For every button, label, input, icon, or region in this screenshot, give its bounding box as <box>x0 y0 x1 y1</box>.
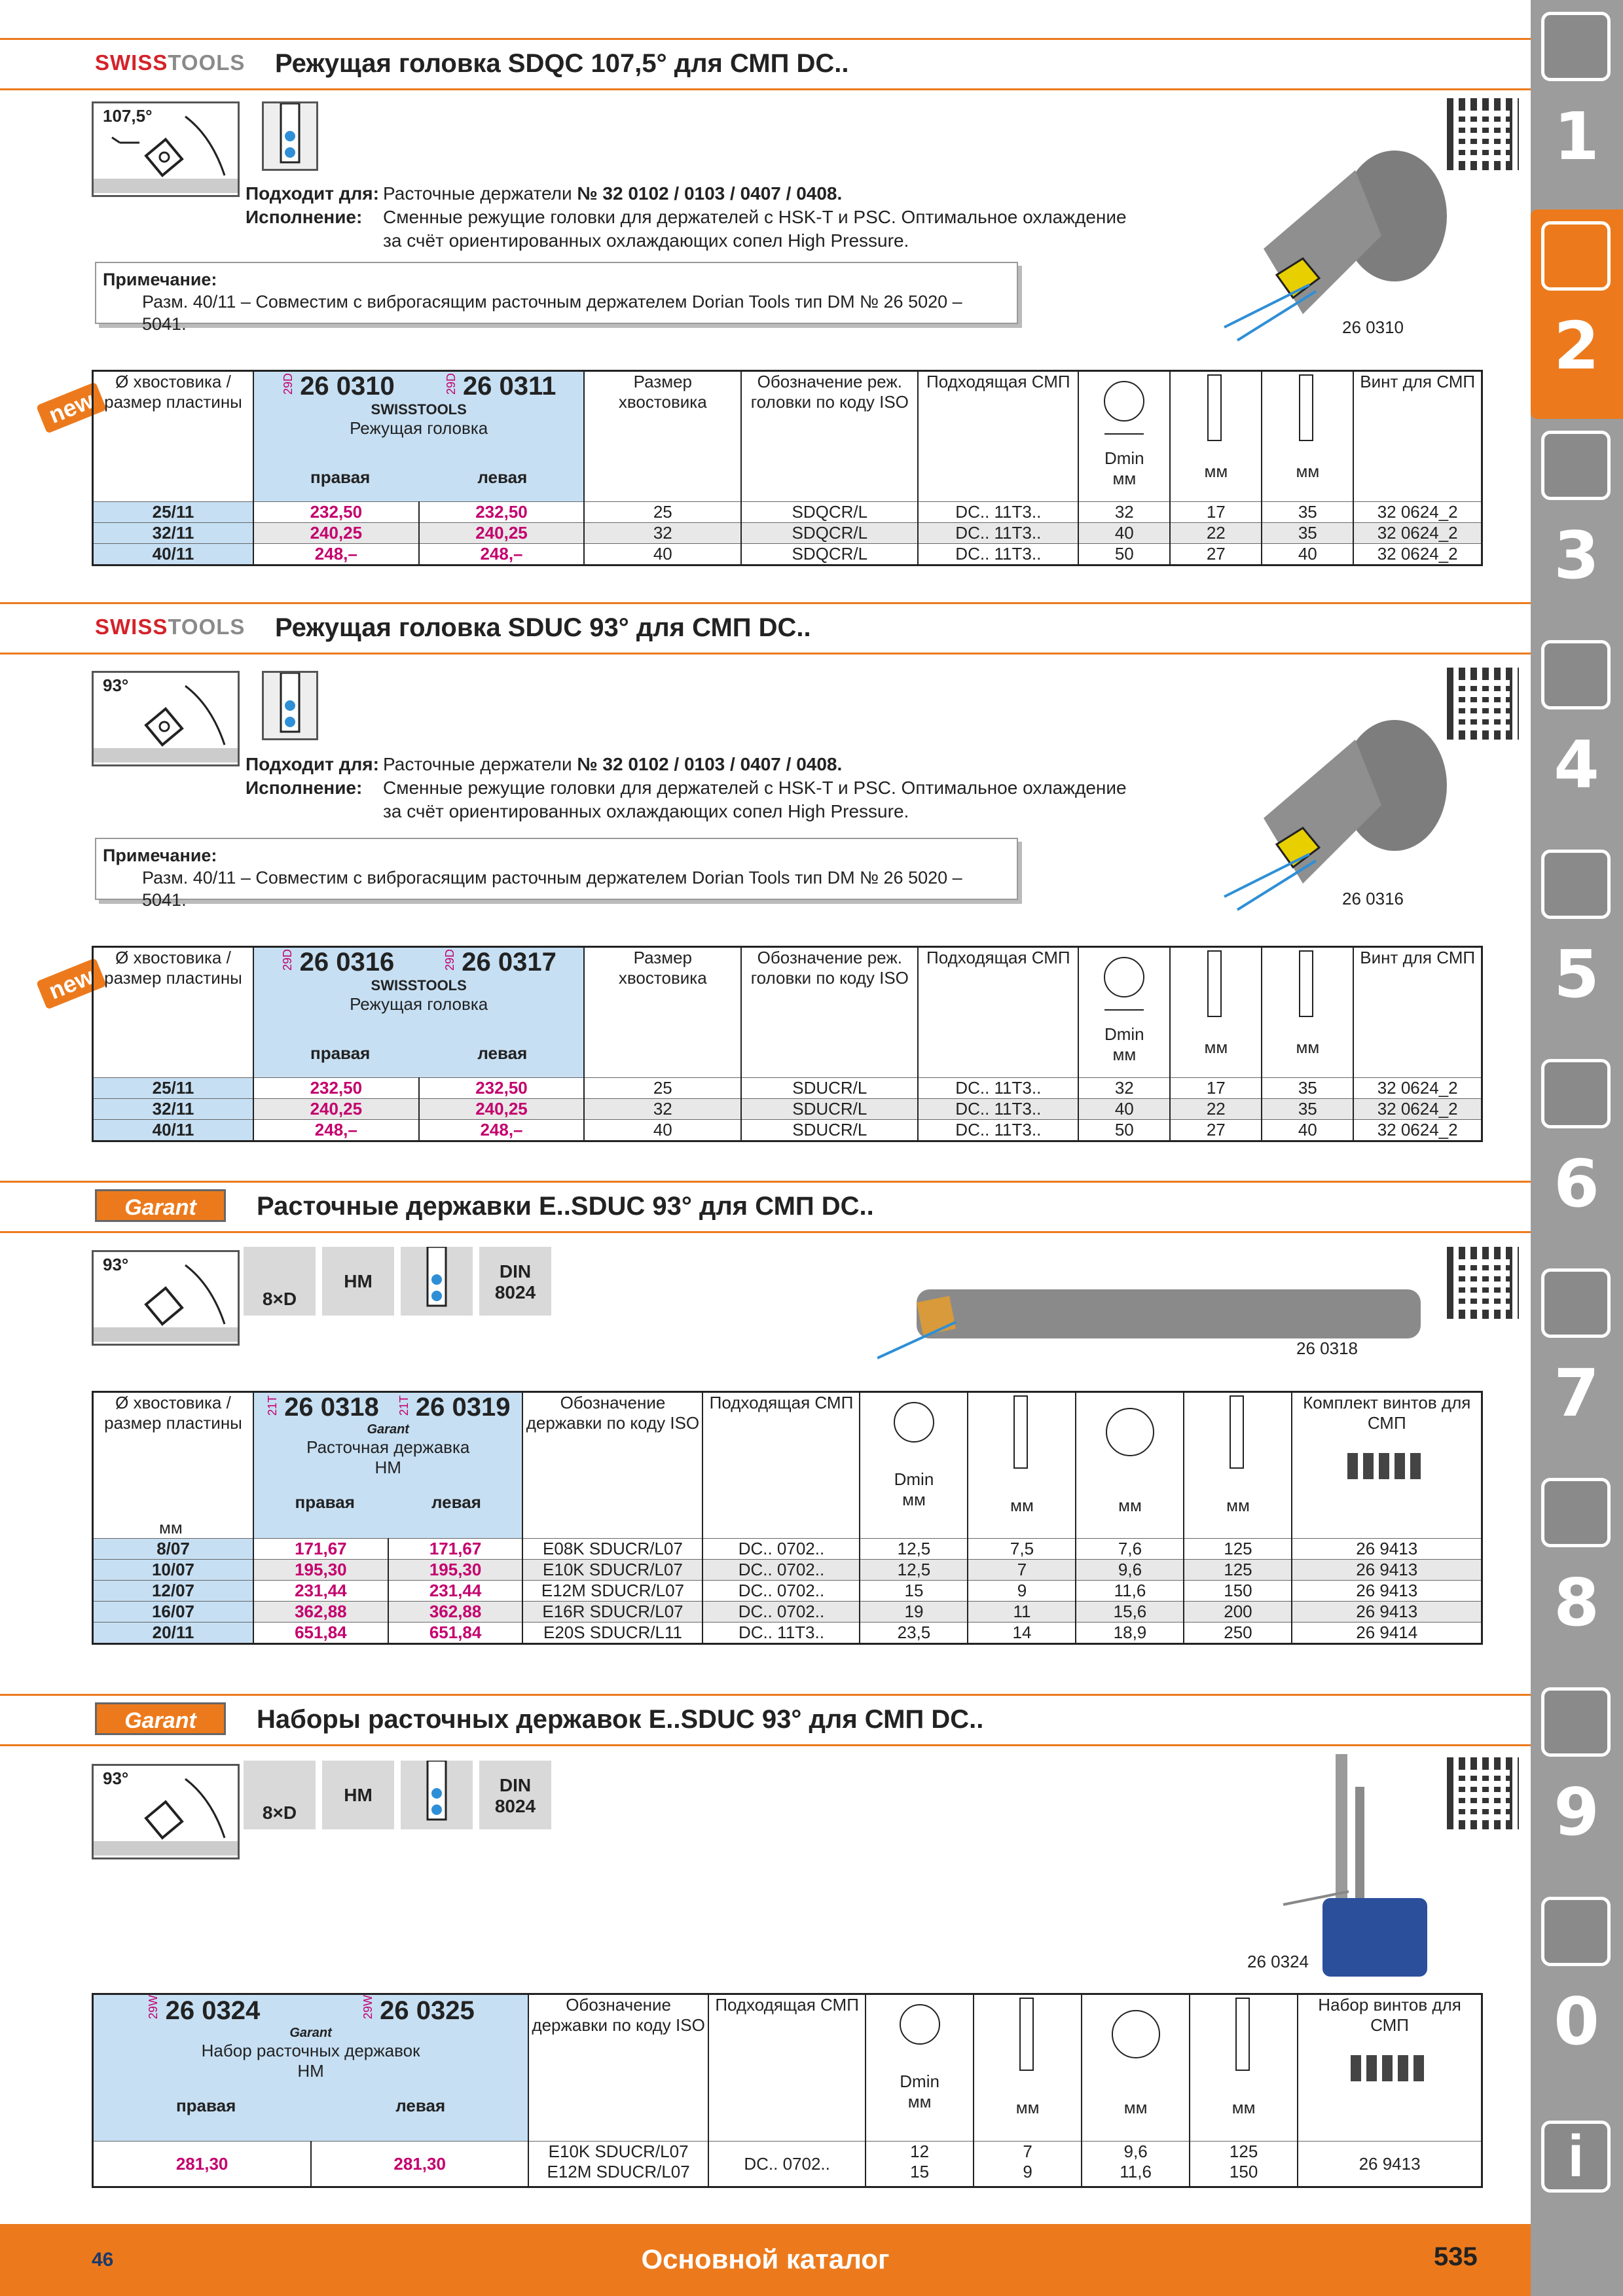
angle-label: 93° <box>103 1255 129 1274</box>
table-row: 281,30 281,30 E10K SDUCR/L07 E12M SDUCR/L07 DC.. 0702.. 12 15 7 9 9,6 11,6 125 150 26 9413 <box>93 2142 1482 2187</box>
section-header-boring-bars <box>0 1181 1531 1233</box>
note-box: Примечание: Разм. 40/11 – Совместим с виброгасящим расточным держателем Dorian Tools тип DM № 26 5020 – 5041. <box>95 262 1018 324</box>
collet-icon <box>1541 431 1611 500</box>
insert-icon <box>1541 221 1611 291</box>
angle-pictogram <box>92 671 240 766</box>
tab-number: 2 <box>1554 308 1599 384</box>
tab-turning-active[interactable] <box>1531 209 1623 419</box>
table-row: 10/07 195,30 195,30 E10K SDUCR/L07 DC.. 0702.. 12,5 7 9,6 125 26 9413 <box>93 1560 1482 1581</box>
tab-number: 3 <box>1554 517 1599 594</box>
tab-hand-tools[interactable] <box>1536 1047 1617 1257</box>
coolant-icon <box>262 671 318 740</box>
cabinet-icon <box>1541 1687 1611 1757</box>
pliers-icon <box>1541 1268 1611 1338</box>
section-title: Расточные державки E..SDUC 93° для СМП DC.. <box>257 1192 874 1221</box>
angle-label: 107,5° <box>103 106 153 126</box>
section-title: Режущая головка SDQC 107,5° для СМП DC.. <box>275 49 849 78</box>
tab-sawing[interactable] <box>1536 838 1617 1047</box>
photo-caption: 26 0316 <box>1342 889 1404 908</box>
tab-pliers[interactable] <box>1536 1257 1617 1466</box>
tab-number: 4 <box>1554 726 1599 803</box>
tab-number: 8 <box>1554 1564 1599 1641</box>
page-number-left: 46 <box>92 2249 114 2270</box>
tab-measuring[interactable] <box>1536 628 1617 838</box>
table-row: 32/11 240,25 240,25 32 SDUCR/L DC.. 11T3.. 40 22 35 32 0624_2 <box>93 1099 1482 1120</box>
garant-logo: Garant <box>95 1189 226 1222</box>
length-8xd-badge: 8×D <box>244 1247 316 1316</box>
safety-glasses-icon <box>1541 1897 1611 1966</box>
swisstools-logo: SWISSTOOLS <box>95 50 246 75</box>
info-icon: i <box>1541 2121 1611 2193</box>
description-block: Подходит для: Расточные держатели № 32 0102 / 0103 / 0407 / 0408. Исполнение: Сменные режущие головки для держателей с HSK-T и PSC. Оптимальное охлаждение за счёт ориентированных охлаждающих сопел High Pressure. <box>246 754 1127 821</box>
table-row: 40/11 248,– 248,– 40 SDUCR/L DC.. 11T3.. 50 27 40 32 0624_2 <box>93 1120 1482 1141</box>
wrench-icon <box>1541 1059 1611 1128</box>
table-row: 12/07 231,44 231,44 E12M SDUCR/L07 DC.. 0702.. 15 9 11,6 150 26 9413 <box>93 1581 1482 1602</box>
tab-storage[interactable] <box>1536 1676 1617 1885</box>
tab-safety[interactable] <box>1536 1885 1617 2094</box>
angle-label: 93° <box>103 1768 129 1788</box>
cutting-head-photo <box>1211 144 1460 353</box>
tab-number: 1 <box>1554 98 1599 175</box>
caliper-icon <box>1541 640 1611 709</box>
new-badge: new <box>36 958 107 1009</box>
description-block: Подходит для: Расточные держатели № 32 0102 / 0103 / 0407 / 0408. Исполнение: Сменные режущие головки для держателей с HSK-T и PSC. Оптимальное охлаждение за счёт ориентированных охлаждающих сопел High Pressure. <box>246 183 1127 251</box>
page-number-right: 535 <box>1434 2242 1478 2271</box>
angle-pictogram <box>92 1250 240 1346</box>
coolant-badge <box>401 1247 473 1316</box>
tab-clamping[interactable] <box>1536 419 1617 628</box>
tab-number: 6 <box>1554 1145 1599 1222</box>
table-row: 40/11 248,– 248,– 40 SDQCR/L DC.. 11T3.. 50 27 40 32 0624_2 <box>93 544 1482 565</box>
table-row: 32/11 240,25 240,25 32 SDQCR/L DC.. 11T3.. 40 22 35 32 0624_2 <box>93 523 1482 544</box>
tab-number: 7 <box>1554 1355 1599 1431</box>
footer-title: Основной каталог <box>641 2244 890 2274</box>
tool-case-icon <box>1541 1478 1611 1547</box>
photo-caption: 26 0324 <box>1247 1952 1309 1971</box>
saw-blade-icon <box>1541 850 1611 919</box>
cutting-head-photo <box>1211 713 1460 923</box>
photo-caption: 26 0310 <box>1342 317 1404 337</box>
hm-badge: HM <box>322 1247 394 1316</box>
note-box: Примечание: Разм. 40/11 – Совместим с виброгасящим расточным держателем Dorian Tools тип DM № 26 5020 – 5041. <box>95 838 1018 900</box>
angle-pictogram <box>92 1764 240 1859</box>
chapter-tabs <box>1531 0 1623 2296</box>
col-header: Ø хвостовика / размер пластины <box>93 371 254 502</box>
section-title: Наборы расточных державок E..SDUC 93° для СМП DC.. <box>257 1705 984 1734</box>
qr-code[interactable] <box>1447 1247 1519 1319</box>
tab-number: 5 <box>1554 936 1599 1013</box>
footer-bar <box>0 2224 1531 2296</box>
din-badge: DIN 8024 <box>479 1247 551 1316</box>
hm-badge: HM <box>322 1761 394 1829</box>
table-row: 25/11 232,50 232,50 25 SDUCR/L DC.. 11T3.. 32 17 35 32 0624_2 <box>93 1078 1482 1099</box>
coolant-badge <box>401 1761 473 1829</box>
coolant-icon <box>262 101 318 171</box>
section-title: Режущая головка SDUC 93° для СМП DC.. <box>275 613 811 642</box>
tab-info[interactable] <box>1536 2108 1617 2206</box>
drill-icon <box>1541 12 1611 81</box>
table-row: 16/07 362,88 362,88 E16R SDUCR/L07 DC.. 0702.. 19 11 15,6 200 26 9413 <box>93 1602 1482 1623</box>
table-boring-bars: Ø хвостовика / размер пластины мм 21T 26 0318 21T 26 0319 Garant Расточная державка HM правая левая Обозначение державки по коду ISO Подходящая СМП Dmin мм мм мм мм Комплект винтов для СМП 8/07 171,67 171,67 E08K SDUCR/L07 DC.. 0702.. 12,5 7,5 7,6 125 26 9413 10/07 195,30 195,30 E10K SDUCR/L07 DC.. 0702.. 12,5 7 9,6 125 26 9413 12/07 231,44 231,44 E12M SDUCR/L07 DC.. 0702.. 15 9 11,6 150 26 9413 16/07 362,88 362,88 E16R SDUCR/L07 DC.. 0702.. 19 11 15,6 200 26 9413 20/11 651,84 651,84 E20S SDUCR/L11 DC.. 11T3.. 23,5 14 18,9 250 26 9414 <box>92 1391 1483 1645</box>
tab-number: 9 <box>1554 1774 1599 1850</box>
tab-drill[interactable] <box>1536 0 1617 209</box>
table-row: 8/07 171,67 171,67 E08K SDUCR/L07 DC.. 0702.. 12,5 7,5 7,6 125 26 9413 <box>93 1539 1482 1560</box>
garant-logo: Garant <box>95 1702 226 1735</box>
section-header-sduc <box>0 602 1531 655</box>
photo-caption: 26 0318 <box>1296 1338 1358 1358</box>
section-header-sdqc <box>0 38 1531 90</box>
new-badge: new <box>36 382 107 433</box>
din-badge: DIN 8024 <box>479 1761 551 1829</box>
tab-workshop[interactable] <box>1536 1466 1617 1676</box>
boring-set-photo <box>1264 1748 1460 1983</box>
table-sdqc: Ø хвостовика / размер пластины 29D 26 0310 29D 26 0311 SWISSTOOLS Режущая головка правая левая Размер хвостовика Обозначение реж. головки по коду ISO Подходящая СМП Dmin мм мм мм Винт для СМП 25/11 232,50 232,50 25 SDQCR/L DC.. 11T3.. 32 17 35 32 0624_2 32/11 240,25 240,25 32 SDQCR/L DC.. 11T3.. 40 22 35 32 0624_2 40/11 248,– 248,– 40 SDQCR/L DC.. 11T3.. 50 27 40 32 0624_2 <box>92 370 1483 566</box>
section-header-boring-sets <box>0 1694 1531 1746</box>
table-row: 25/11 232,50 232,50 25 SDQCR/L DC.. 11T3.. 32 17 35 32 0624_2 <box>93 502 1482 523</box>
swisstools-logo: SWISSTOOLS <box>95 615 246 639</box>
table-boring-sets: 29W 26 0324 29W 26 0325 Garant Набор расточных державок HM правая левая Обозначение державки по коду ISO Подходящая СМП Dmin мм мм мм мм Набор винтов для СМП 281,30 281,30 E10K SDUCR/L07 E12M SDUCR/L07 DC.. 0702.. 12 15 7 9 9,6 11,6 125 150 26 9413 <box>92 1993 1483 2188</box>
tab-number: 0 <box>1554 1983 1599 2060</box>
table-sduc: Ø хвостовика / размер пластины 29D 26 0316 29D 26 0317 SWISSTOOLS Режущая головка правая левая Размер хвостовика Обозначение реж. головки по коду ISO Подходящая СМП Dmin мм мм мм Винт для СМП 25/11 232,50 232,50 25 SDUCR/L DC.. 11T3.. 32 17 35 32 0624_2 32/11 240,25 240,25 32 SDUCR/L DC.. 11T3.. 40 22 35 32 0624_2 40/11 248,– 248,– 40 SDUCR/L DC.. 11T3.. 50 27 40 32 0624_2 <box>92 946 1483 1142</box>
length-8xd-badge: 8×D <box>244 1761 316 1829</box>
angle-label: 93° <box>103 675 129 695</box>
table-row: 20/11 651,84 651,84 E20S SDUCR/L11 DC.. 11T3.. 23,5 14 18,9 250 26 9414 <box>93 1623 1482 1644</box>
angle-pictogram <box>92 101 240 197</box>
